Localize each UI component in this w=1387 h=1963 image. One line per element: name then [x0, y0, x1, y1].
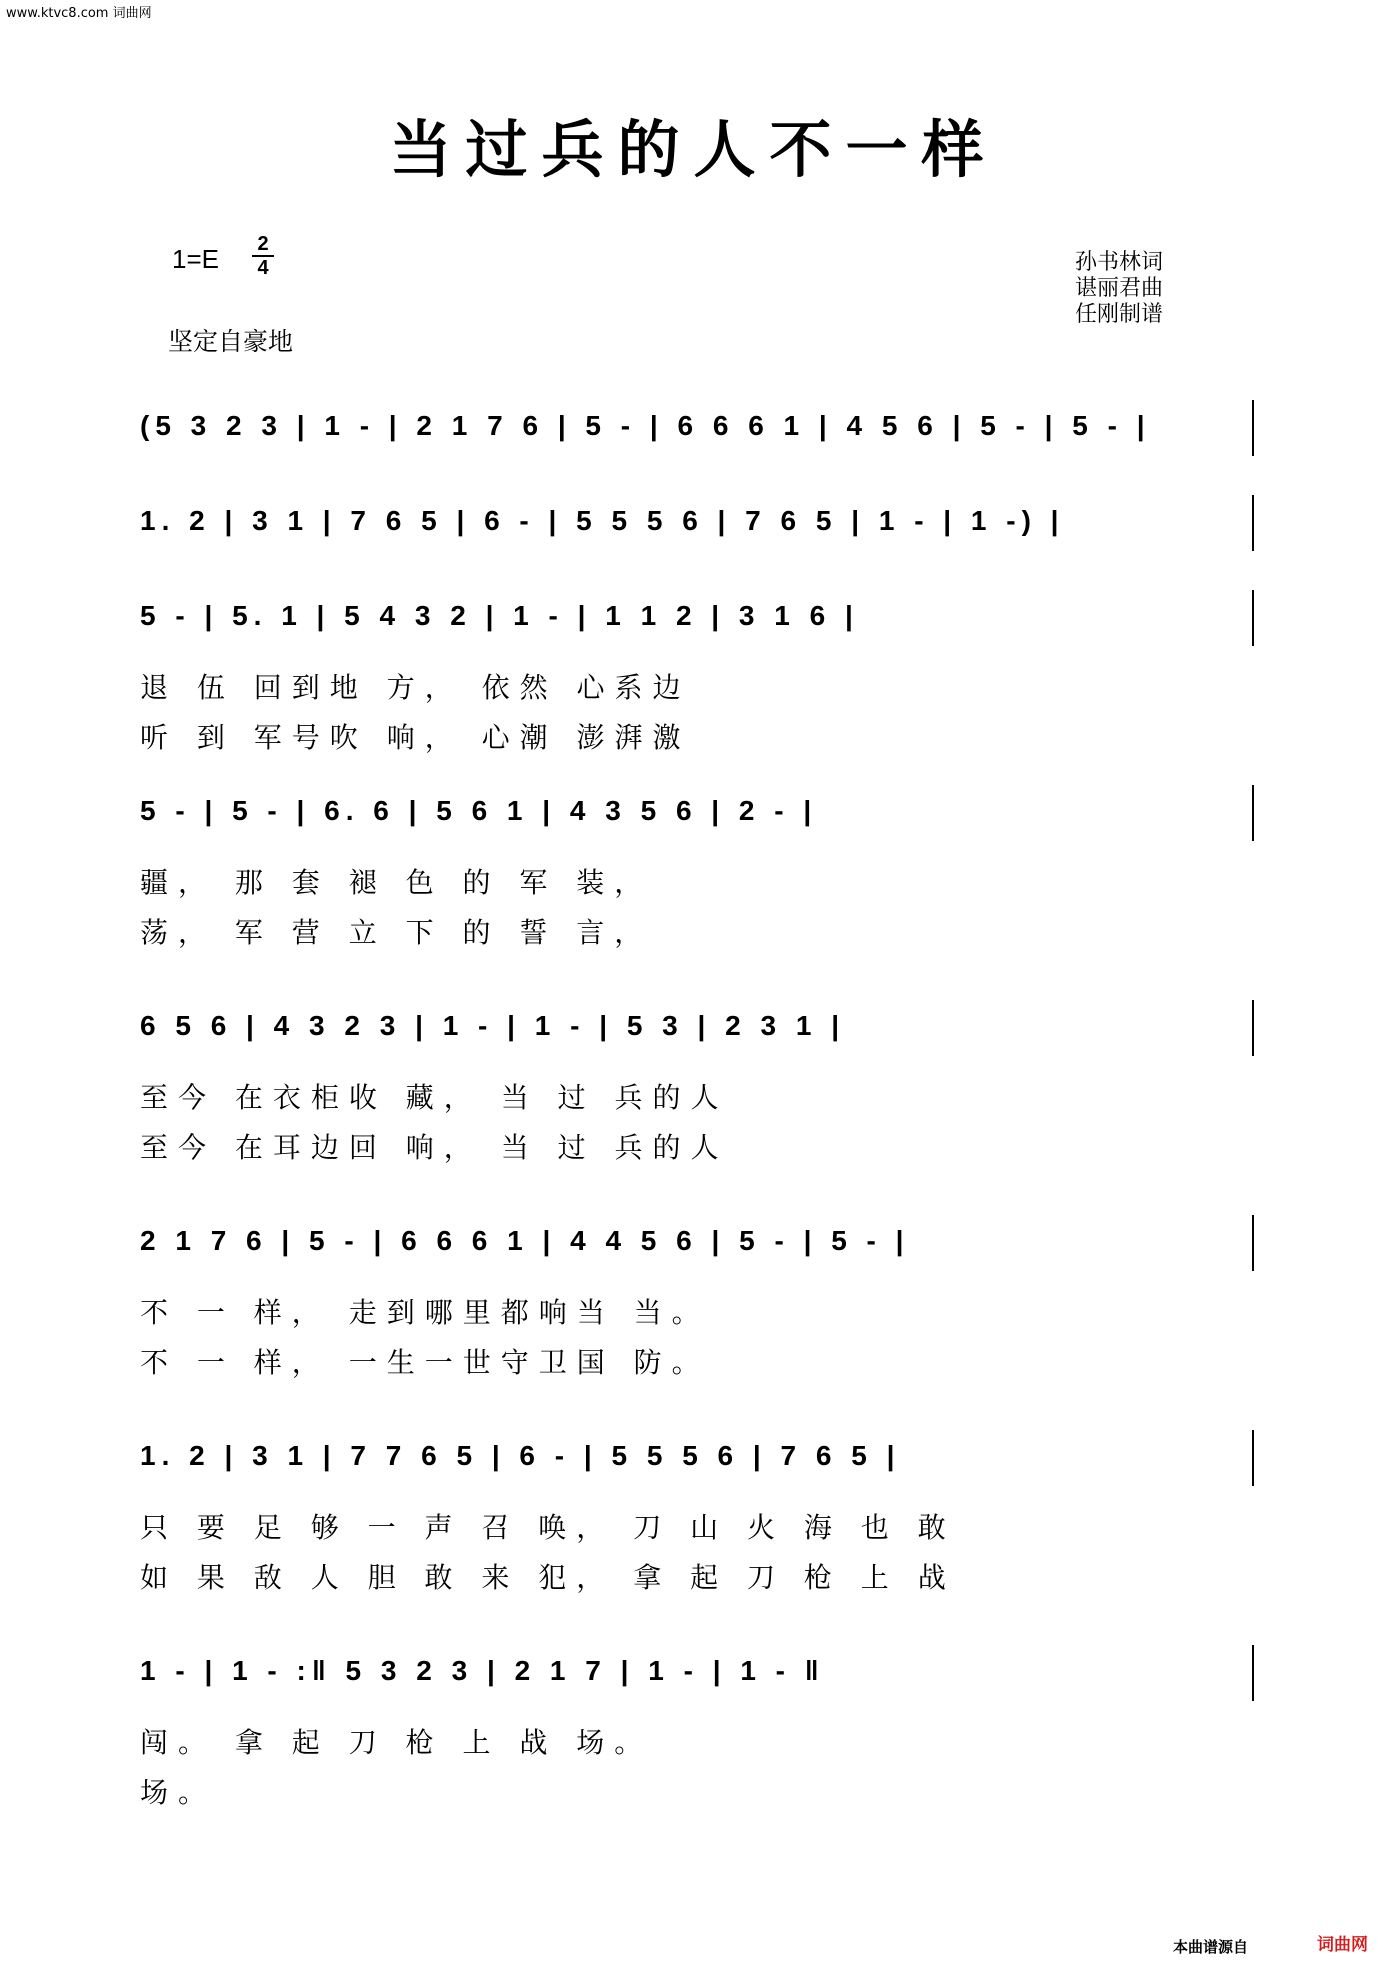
- time-signature-top: 2: [257, 233, 269, 255]
- notation-row-6: 2 1 7 6 | 5 - | 6 6 6 1 | 4 4 5 6 | 5 - | 5 - |: [140, 1225, 910, 1256]
- lyrics-verse2-row-4: 荡， 军 营 立 下 的 誓 言，: [140, 916, 653, 949]
- lyrics-verse2-row-8: 场。: [140, 1776, 217, 1809]
- notation-row-7: 1. 2 | 3 1 | 7 7 6 5 | 6 - | 5 5 5 6 | 7 6 5 |: [140, 1440, 901, 1471]
- time-signature: [252, 234, 274, 278]
- notation-row-8: 1 - | 1 - :‖ 5 3 2 3 | 2 1 7 | 1 - | 1 - ‖: [140, 1655, 825, 1686]
- notation-row-4: 5 - | 5 - | 6. 6 | 5 6 1 | 4 3 5 6 | 2 - |: [140, 795, 818, 826]
- lyrics-verse2-row-7: 如 果 敌 人 胆 敢 来 犯， 拿 起 刀 枪 上 战: [140, 1561, 956, 1594]
- notation-row-2: 1. 2 | 3 1 | 7 6 5 | 6 - | 5 5 5 6 | 7 6 5 | 1 - | 1 -) |: [140, 505, 1065, 536]
- lyrics-verse1-row-4: 疆， 那 套 褪 色 的 军 装，: [140, 866, 653, 899]
- site-watermark: www.ktvc8.com 词曲网: [6, 6, 152, 21]
- credits: [1075, 250, 1163, 328]
- key-signature: 1=E: [172, 244, 219, 274]
- end-barline: [1252, 590, 1254, 646]
- lyrics-verse1-row-7: 只 要 足 够 一 声 召 唤， 刀 山 火 海 也 敢: [140, 1511, 956, 1544]
- end-barline: [1252, 785, 1254, 841]
- lyrics-verse2-row-5: 至今 在耳边回 响， 当 过 兵的人: [140, 1131, 729, 1164]
- end-barline: [1252, 495, 1254, 551]
- lyrics-verse1-row-5: 至今 在衣柜收 藏， 当 过 兵的人: [140, 1081, 729, 1114]
- end-barline: [1252, 1430, 1254, 1486]
- lyrics-verse2-row-6: 不 一 样， 一生一世守卫国 防。: [140, 1346, 710, 1379]
- notation-row-5: 6 5 6 | 4 3 2 3 | 1 - | 1 - | 5 3 | 2 3 1 |: [140, 1010, 846, 1041]
- tempo-marking: 坚定自豪地: [168, 327, 294, 356]
- end-barline: [1252, 1215, 1254, 1271]
- credit-transcriber: 任刚制谱: [1075, 302, 1164, 327]
- end-barline: [1252, 1645, 1254, 1701]
- credit-lyricist: 孙书林词: [1075, 250, 1164, 275]
- lyrics-verse1-row-3: 退 伍 回到地 方， 依然 心系边: [140, 671, 691, 704]
- time-signature-bottom: 4: [257, 257, 269, 279]
- footer-brand-logo: 词曲网: [1317, 1935, 1368, 1955]
- lyrics-verse1-row-8: 闯。 拿 起 刀 枪 上 战 场。: [140, 1726, 653, 1759]
- notation-row-3: 5 - | 5. 1 | 5 4 3 2 | 1 - | 1 1 2 | 3 1 6 |: [140, 600, 859, 631]
- end-barline: [1252, 1000, 1254, 1056]
- lyrics-verse2-row-3: 听 到 军号吹 响， 心潮 澎湃激: [140, 721, 691, 754]
- end-barline: [1252, 400, 1254, 456]
- notation-row-1: (5 3 2 3 | 1 - | 2 1 7 6 | 5 - | 6 6 6 1 | 4 5 6 | 5 - | 5 - |: [140, 410, 1151, 441]
- credit-composer: 谌丽君曲: [1075, 276, 1164, 301]
- footer-source-text: 本曲谱源自: [1173, 1938, 1249, 1956]
- lyrics-verse1-row-6: 不 一 样， 走到哪里都响当 当。: [140, 1296, 710, 1329]
- song-title: 当过兵的人不一样: [389, 113, 998, 186]
